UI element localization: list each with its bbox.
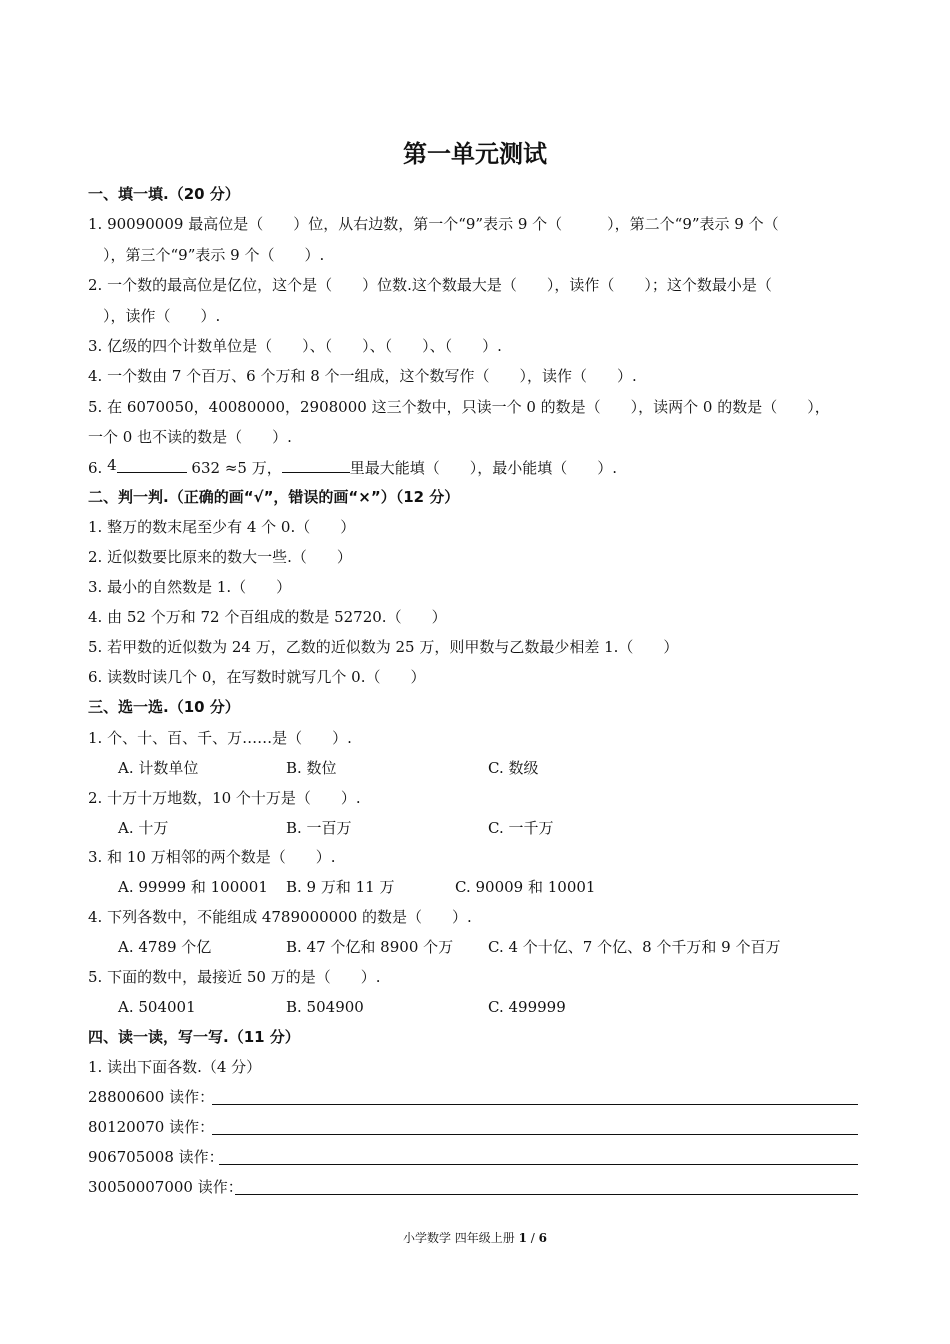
s3-q4-option-b: B. 47 个亿和 8900 个万 — [286, 938, 454, 956]
s1-q2-line1: 2. 一个数的最高位是亿位，这个是（ ）位数.这个数最大是（ ），读作（ ）；这个数最小是（ — [88, 276, 772, 294]
s2-item-1: 1. 整万的数末尾至少有 4 个 0.（ ） — [88, 518, 356, 536]
s2-item-2: 2. 近似数要比原来的数大一些.（ ） — [88, 548, 352, 566]
s3-q1-option-a: A. 计数单位 — [118, 759, 199, 777]
s3-q1: 1. 个、十、百、千、万……是（ ）. — [88, 729, 352, 747]
s1-q3: 3. 亿级的四个计数单位是（ ）、（ ）、（ ）、（ ）. — [88, 337, 502, 355]
s1-q6-blank-1[interactable] — [117, 456, 187, 473]
footer-separator: / — [526, 1231, 539, 1245]
s3-q1-option-c: C. 数级 — [488, 759, 539, 777]
s3-q5-option-a: A. 504001 — [118, 998, 196, 1016]
s3-q5-option-b: B. 504900 — [286, 998, 364, 1016]
read-answer-line-4[interactable] — [235, 1194, 858, 1195]
s1-q6 — [88, 456, 863, 479]
read-number-3: 906705008 读作： — [88, 1148, 224, 1166]
section-4-heading: 四、读一读，写一写.（11 分） — [88, 1028, 300, 1046]
read-number-1: 28800600 读作： — [88, 1088, 215, 1106]
s1-q6-lead-digit: 4 — [107, 456, 117, 474]
s3-q3-option-c: C. 90009 和 10001 — [455, 878, 596, 896]
footer-page-total: 6 — [538, 1231, 548, 1245]
s1-q5-line2: 一个 0 也不读的数是（ ）. — [88, 428, 292, 446]
s3-q2-option-b: B. 一百万 — [286, 819, 352, 837]
s2-item-6: 6. 读数时读几个 0，在写数时就写几个 0.（ ） — [88, 668, 426, 686]
s2-item-3: 3. 最小的自然数是 1.（ ） — [88, 578, 292, 596]
s3-q2-option-c: C. 一千万 — [488, 819, 554, 837]
s3-q3-option-a: A. 99999 和 100001 — [118, 878, 268, 896]
s3-q2-options — [118, 817, 858, 839]
s2-item-5: 5. 若甲数的近似数为 24 万，乙数的近似数为 25 万，则甲数与乙数最少相差 1.（ ） — [88, 638, 679, 656]
s2-item-4: 4. 由 52 个万和 72 个百组成的数是 52720.（ ） — [88, 608, 447, 626]
read-row — [88, 1116, 858, 1138]
page-title: 第一单元测试 — [403, 140, 547, 168]
s3-q1-option-b: B. 数位 — [286, 759, 337, 777]
s3-q4-options — [118, 936, 858, 958]
page-footer — [0, 1229, 950, 1246]
read-number-2: 80120070 读作： — [88, 1118, 215, 1136]
read-row — [88, 1086, 858, 1108]
s3-q5-options — [118, 996, 858, 1018]
s1-q1-line2: ），第三个“9”表示 9 个（ ）. — [88, 246, 325, 264]
footer-text: 小学数学 四年级上册 — [402, 1231, 515, 1245]
s1-q4: 4. 一个数由 7 个百万、6 个万和 8 个一组成，这个数写作（ ），读作（ ）. — [88, 367, 637, 385]
s3-q5-option-c: C. 499999 — [488, 998, 566, 1016]
s1-q6-tail: 里最大能填（ ），最小能填（ ）. — [349, 459, 617, 477]
s3-q3: 3. 和 10 万相邻的两个数是（ ）. — [88, 848, 336, 866]
section-2-heading: 二、判一判.（正确的画“√”，错误的画“×”）（12 分） — [88, 488, 460, 506]
s1-q6-blank-2[interactable] — [282, 456, 350, 473]
s1-q6-approx: 632 ≈5 万， — [191, 459, 282, 477]
s3-q5: 5. 下面的数中，最接近 50 万的是（ ）. — [88, 968, 381, 986]
s3-q3-options — [118, 876, 858, 898]
s3-q2-option-a: A. 十万 — [118, 819, 169, 837]
s1-q5-line1: 5. 在 6070050，40080000，2908000 这三个数中，只读一个 0 的数是（ ），读两个 0 的数是（ ）， — [88, 398, 830, 416]
s1-q1-line1: 1. 90090009 最高位是（ ）位，从右边数，第一个“9”表示 9 个（ ），第二个“9”表示 9 个（ — [88, 215, 779, 233]
section-1-heading: 一、填一填.（20 分） — [88, 185, 240, 203]
s3-q3-option-b: B. 9 万和 11 万 — [286, 878, 395, 896]
s3-q4: 4. 下列各数中，不能组成 4789000000 的数是（ ）. — [88, 908, 472, 926]
s1-q2-line2: ），读作（ ）. — [88, 307, 221, 325]
s1-q6-number: 6. — [88, 459, 103, 477]
read-row — [88, 1146, 858, 1168]
s4-sub1: 1. 读出下面各数.（4 分） — [88, 1058, 262, 1076]
footer-page-number: 1 — [518, 1231, 527, 1245]
s3-q4-option-c: C. 4 个十亿、7 个亿、8 个千万和 9 个百万 — [488, 938, 781, 956]
s3-q1-options — [118, 757, 858, 779]
read-row — [88, 1176, 858, 1198]
section-3-heading: 三、选一选.（10 分） — [88, 698, 240, 716]
s3-q2: 2. 十万十万地数，10 个十万是（ ）. — [88, 789, 361, 807]
read-number-4: 30050007000 读作： — [88, 1178, 243, 1196]
read-answer-line-3[interactable] — [219, 1164, 858, 1165]
s3-q4-option-a: A. 4789 个亿 — [118, 938, 212, 956]
read-answer-line-1[interactable] — [212, 1104, 858, 1105]
read-answer-line-2[interactable] — [212, 1134, 858, 1135]
